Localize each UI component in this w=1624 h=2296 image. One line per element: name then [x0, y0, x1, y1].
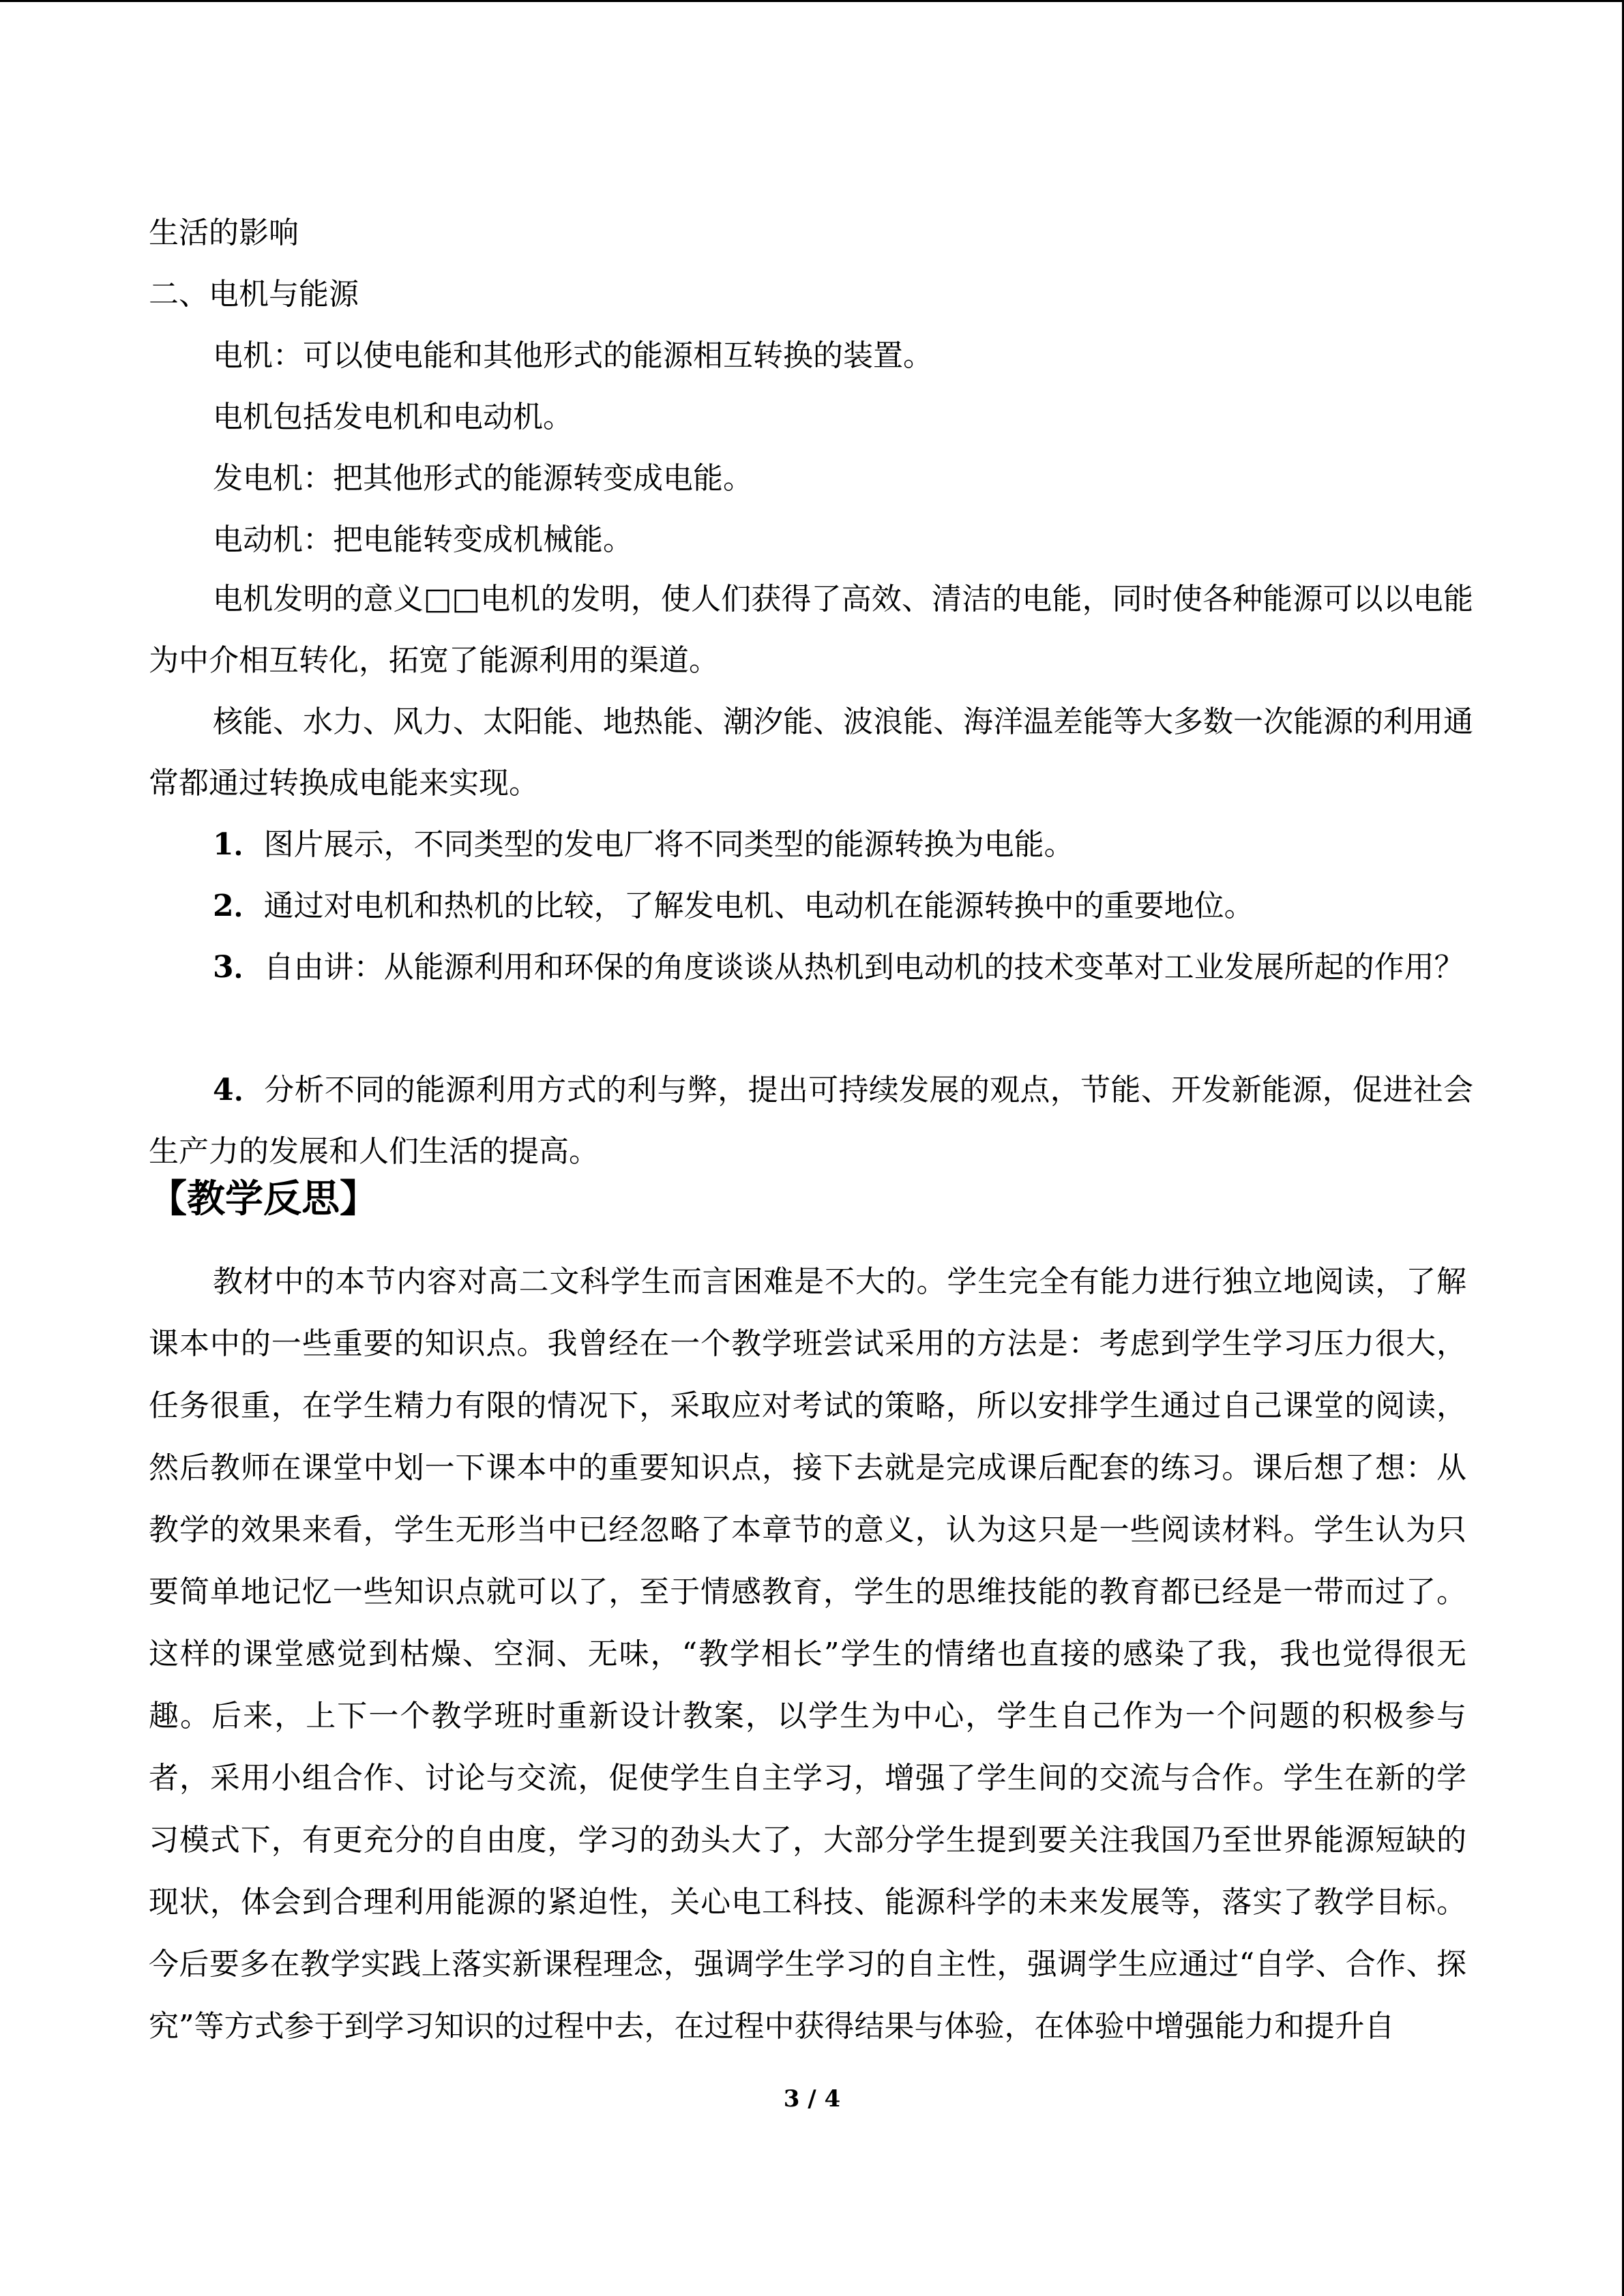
numbered-item-1 [149, 814, 1473, 876]
numbered-item-4 [149, 1060, 1473, 1182]
paragraph-motor-types: 电机包括发电机和电动机。 [213, 400, 573, 434]
item-number: 3． [213, 950, 264, 985]
paragraph-motor-definition: 电机：可以使电能和其他形式的能源相互转换的装置。 [213, 338, 933, 373]
page-number: 3 / 4 [783, 2085, 841, 2113]
paragraph-generator: 发电机：把其他形式的能源转变成电能。 [213, 461, 753, 496]
item-text: 自由讲：从能源利用和环保的角度谈谈从热机到电动机的技术变革对工业发展所起的作用？ [263, 950, 1464, 985]
numbered-item-2 [149, 876, 1473, 937]
item-number: 4． [213, 1073, 265, 1107]
numbered-item-3 [149, 937, 1473, 998]
item-number: 1． [213, 827, 264, 862]
item-text: 图片展示，不同类型的发电厂将不同类型的能源转换为电能。 [263, 827, 1074, 862]
continued-line: 生活的影响 [149, 215, 299, 250]
item-text: 分析不同的能源利用方式的利与弊，提出可持续发展的观点，节能、开发新能源，促进社会生产力的发展和人们生活的提高。 [149, 1073, 1474, 1169]
paragraph-electric-motor: 电动机：把电能转变成机械能。 [213, 522, 633, 557]
item-text: 通过对电机和热机的比较，了解发电机、电动机在能源转换中的重要地位。 [263, 889, 1254, 923]
reflection-paragraph: 教材中的本节内容对高二文科学生而言困难是不大的。学生完全有能力进行独立地阅读，了解课本中的一些重要的知识点。我曾经在一个教学班尝试采用的方法是：考虑到学生学习压力很大，任务很重，在学生精力有限的情况下，采取应对考试的策略，所以安排学生通过自己课堂的阅读，然后教师在课堂中划一下课本中的重要知识点，接下去就是完成课后配套的练习。课后想了想：从教学的效果来看，学生无形当中已经忽略了本章节的意义，认为这只是一些阅读材料。学生认为只要简单地记忆一些知识点就可以了，至于情感教育，学生的思维技能的教育都已经是一带而过了。这样的课堂感觉到枯燥、空洞、无味，“教学相长”学生的情绪也直接的感染了我，我也觉得很无趣。后来，上下一个教学班时重新设计教案，以学生为中心，学生自己作为一个问题的积极参与者，采用小组合作、讨论与交流，促使学生自主学习，增强了学生间的交流与合作。学生在新的学习模式下，有更充分的自由度，学习的劲头大了，大部分学生提到要关注我国乃至世界能源短缺的现状，体会到合理利用能源的紧迫性，关心电工科技、能源科学的未来发展等，落实了教学目标。今后要多在教学实践上落实新课程理念，强调学生学习的自主性，强调学生应通过“自学、合作、探究”等方式参于到学习知识的过程中去，在过程中获得结果与体验，在体验中增强能力和提升自 [149, 1264, 1466, 2044]
paragraph-primary-energy: 核能、水力、风力、太阳能、地热能、潮汐能、波浪能、海洋温差能等大多数一次能源的利用通常都通过转换成电能来实现。 [149, 704, 1473, 801]
section-title: 二、电机与能源 [149, 277, 359, 312]
item-number: 2． [213, 889, 264, 923]
paragraph-motor-significance: 电机发明的意义□□电机的发明，使人们获得了高效、清洁的电能，同时使各种能源可以以电能为中介相互转化，拓宽了能源利用的渠道。 [149, 582, 1473, 678]
reflection-heading: 【教学反思】 [149, 1176, 378, 1221]
